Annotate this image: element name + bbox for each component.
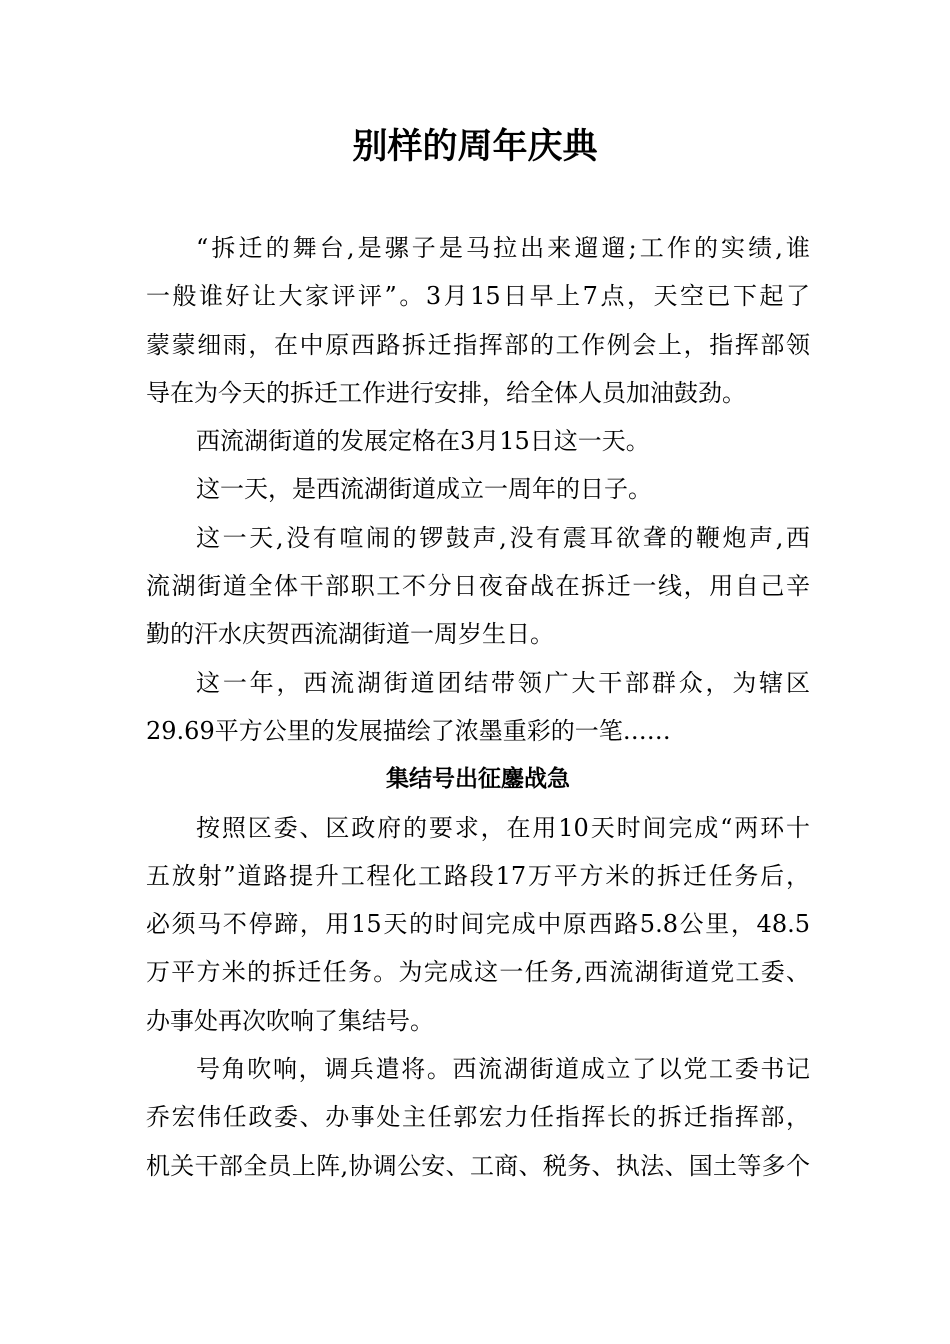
text-line: 这一年，西流湖街道团结带领广大干部群众，为辖区 [196, 668, 810, 697]
paragraph-1 [146, 224, 810, 417]
document-body [146, 224, 810, 1190]
text-line: 西流湖街道的发展定格在3月15日这一天。 [196, 427, 650, 456]
text-line: 办事处再次吹响了集结号。 [146, 1006, 434, 1035]
paragraph-2 [146, 417, 810, 465]
text-line: 五放射”道路提升工程化工路段17万平方米的拆迁任务后， [146, 861, 810, 890]
paragraph-6 [146, 804, 810, 1045]
paragraph-3 [146, 465, 810, 513]
text-line: 号角吹响，调兵遣将。西流湖街道成立了以党工委书记 [196, 1055, 810, 1084]
text-line: 机关干部全员上阵,协调公安、工商、税务、执法、国土等多个 [146, 1151, 810, 1180]
text-line: 流湖街道全体干部职工不分日夜奋战在拆迁一线，用自己辛 [146, 572, 810, 601]
text-line: 勤的汗水庆贺西流湖街道一周岁生日。 [146, 620, 554, 649]
text-line: 按照区委、区政府的要求，在用10天时间完成“两环十 [196, 813, 810, 842]
text-line: 一般谁好让大家评评”。3月15日早上7点，天空已下起了 [146, 282, 810, 311]
text-line: 万平方米的拆迁任务。为完成这一任务,西流湖街道党工委、 [146, 958, 810, 987]
section-heading: 集结号出征鏖战急 [386, 766, 570, 793]
paragraph-5 [146, 659, 810, 756]
text-line: 导在为今天的拆迁工作进行安排，给全体人员加油鼓劲。 [146, 378, 746, 407]
text-line: 这一天，是西流湖街道成立一周年的日子。 [196, 475, 652, 504]
text-line: 必须马不停蹄，用15天的时间完成中原西路5.8公里，48.5 [146, 910, 810, 939]
document-title: 别样的周年庆典 [352, 127, 598, 167]
paragraph-4 [146, 514, 810, 659]
text-line: 29.69平方公里的发展描绘了浓墨重彩的一笔…… [146, 716, 671, 745]
text-line: 蒙蒙细雨，在中原西路拆迁指挥部的工作例会上，指挥部领 [146, 330, 810, 359]
text-line: “拆迁的舞台,是骡子是马拉出来遛遛;工作的实绩,谁 [196, 234, 810, 262]
text-line: 这一天,没有喧闹的锣鼓声,没有震耳欲聋的鞭炮声,西 [196, 523, 810, 552]
text-line: 乔宏伟任政委、办事处主任郭宏力任指挥长的拆迁指挥部， [146, 1103, 810, 1132]
paragraph-7 [146, 1045, 810, 1190]
